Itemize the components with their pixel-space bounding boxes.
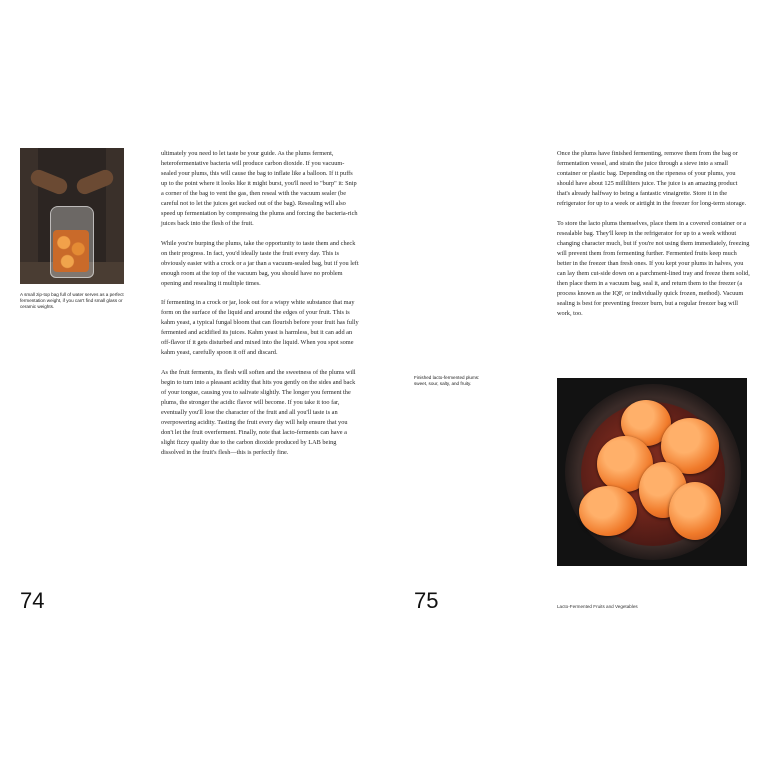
right-page <box>384 0 768 768</box>
plums-in-jar-shape <box>53 230 89 272</box>
paragraph: Once the plums have finished fermenting, remove them from the bag or fermentation vessel, and strain the juice through a sieve into a small container or plastic bag. Depending on the ripeness of your plums, you should have about 125 milliliters juice. The juice is an amazing product that's already halfway to being a fantastic vinaigrette. Store it in the refrigerator for up to a week or airtight in the freezer for long-term storage. <box>557 150 747 207</box>
page-number: 74 <box>20 588 45 613</box>
plum-half <box>669 482 721 540</box>
paragraph: While you're burping the plums, take the opportunity to taste them and check on their progress. In fact, you'd ideally taste the fruit every day. This is obviously easier with a crock or a jar than a vacuum-sealed bag, but if you left enough room at the top of the vacuum bag, you should have no problem opening and resealing it multiple times. <box>161 239 359 287</box>
paragraph: As the fruit ferments, its flesh will soften and the sweetness of the plums will begin to turn into a pleasant acidity that hits you gently on the sides and back of your tongue, causing you to salivate slightly. The longer you ferment the plums, the stronger the acidic flavor will become. If you take it too far, eventually you'll lose the character of the fruit and all you'll taste is an overpowering acidity. Tasting the fruit every day will help ensure that you don't let the fruit overferment. Finally, note that lacto-ferments can have a slight fizzy quality due to the carbon dioxide produced by LAB being dissolved in the fruit's flesh—this is perfectly fine. <box>161 368 356 456</box>
paragraph: ultimately you need to let taste be your guide. As the plums ferment, heterofermentative bacteria will produce carbon dioxide. If you vacuum-sealed your plums, this will cause the bag to inflate like a balloon. If it puffs up to the point where it looks like it might burst, you'll need to "burp" it: Snip a corner of the bag to vent the gas, then reseal with the vacuum sealer (be careful not to let the juices get sucked out of the bag). Resealing will also speed up fermentation by compressing the plums and forcing the bacteria-rich juices back into the flesh of the fruit. <box>161 150 358 227</box>
paragraph: To store the lacto plums themselves, place them in a covered container or a resealable bag. They'll keep in the refrigerator for up to a week without changing character much, but if you're not using them immediately, freezing will prevent them from fermenting further. Fermented fruits keep much better in the freezer than fresh ones. If you kept your plums in halves, you can lay them cut-side down on a parchment-lined tray and freeze them solid, then place them in a vacuum bag, seal it, and return them to the freezer (a process known as the IQF, or individually quick frozen, method). Vacuum sealing is best for preventing freezer burn, but a regular freezer bag will work, too. <box>557 219 750 317</box>
running-footer: Lacto-Fermented Fruits and Vegetables <box>557 604 638 609</box>
jar-photo-caption: A small zip-top bag full of water serves as a perfect fermentation weight, if you can't find small glass or ceramic weights. <box>20 292 124 309</box>
plum-half <box>579 486 637 536</box>
plums-photo-caption: Finished lacto-fermented plums: sweet, sour, salty, and fruity. <box>414 375 480 386</box>
left-body-column <box>161 149 359 467</box>
page-number: 75 <box>414 588 439 613</box>
jar-fermentation-photo <box>20 148 124 284</box>
fermented-plums-photo <box>557 378 747 566</box>
right-body-column <box>557 149 751 328</box>
paragraph: If fermenting in a crock or jar, look out for a wispy white substance that may form on the surface of the liquid and around the edges of your fruit. This is kahm yeast, a typical fungal bloom that can flourish before your fruit has fully fermented and acidified its juices. Kahm yeast is harmless, but it can add an off-flavor if it gets disturbed and mixed into the liquid. When you spot some kahm yeast, carefully spoon it off and discard. <box>161 299 359 357</box>
